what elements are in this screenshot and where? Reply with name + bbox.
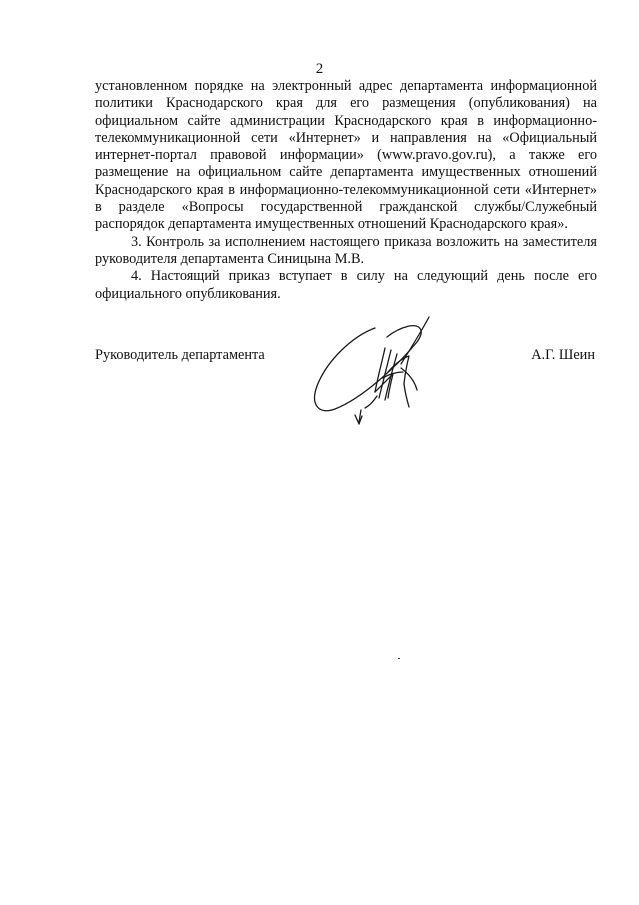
scan-artifact-dot (398, 658, 400, 659)
signer-title: Руководитель департамента (95, 347, 265, 363)
document-body (95, 78, 597, 303)
paragraph-item-3: 3. Контроль за исполнением настоящего приказа возложить на заместителя руководителя департамента Синицына М.В. (95, 233, 597, 267)
paragraph-continuation: установленном порядке на электронный адрес департамента информационной политики Краснодарского края для его размещения (опубликования) на официальном сайте администрации Краснодарского края в информационно-телекоммуникационной сети «Интернет» и направления на «Официальный интернет-портал правовой информации» (www.pravo.gov.ru), а также его размещение на официальном сайте департамента имущественных отношений Краснодарского края в информационно-телекоммуникационной сети «Интернет» в разделе «Вопросы государственной гражданской службы/Служебный распорядок департамента имущественных отношений Краснодарского края». (95, 78, 597, 233)
page-number: 2 (315, 61, 324, 77)
paragraph-item-4: 4. Настоящий приказ вступает в силу на следующий день после его официального опубликования. (95, 268, 597, 302)
signer-name: А.Г. Шеин (531, 347, 595, 363)
handwritten-signature (305, 312, 455, 427)
